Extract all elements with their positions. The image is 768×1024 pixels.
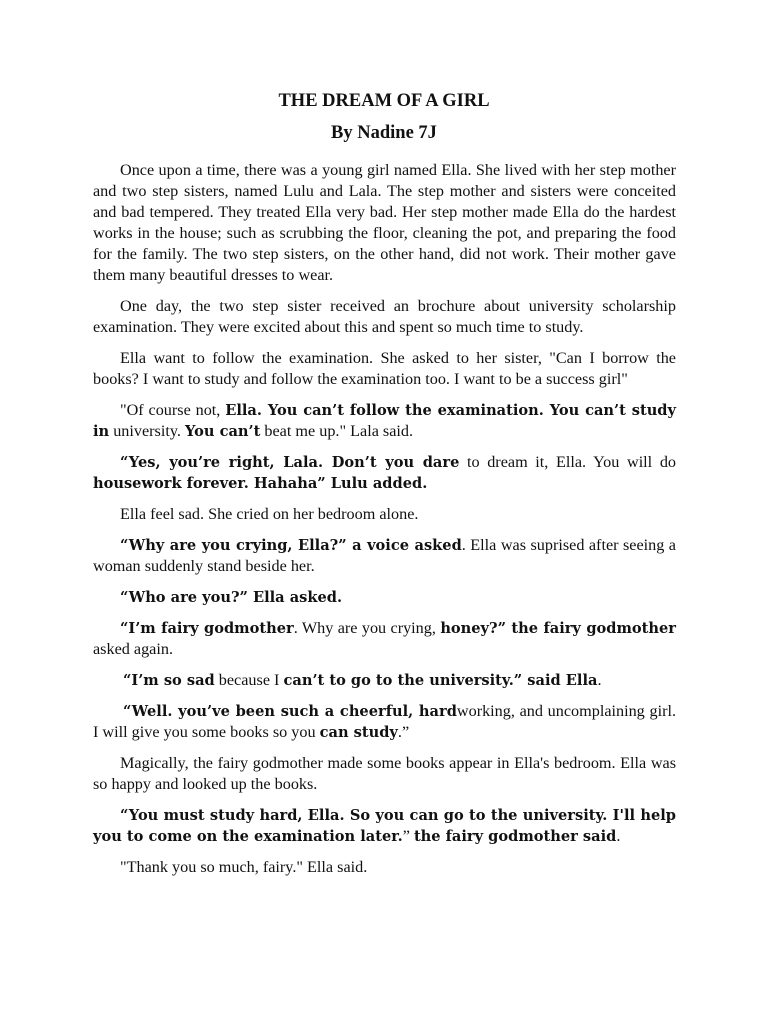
story-byline: By Nadine 7J bbox=[331, 123, 437, 143]
bold-text-run: “Who are you?” Ella asked. bbox=[120, 589, 343, 606]
bold-text-run: “Yes, you’re right, Lala. Don’t you dare bbox=[120, 454, 460, 471]
text-run: . bbox=[616, 827, 621, 845]
text-run: Magically, the fairy godmother made some books appear in Ella's bedroom. Ella was so happy and looked up the books. bbox=[93, 754, 676, 793]
story-paragraph bbox=[93, 753, 676, 795]
text-run: Ella feel sad. She cried on her bedroom alone. bbox=[120, 505, 419, 523]
bold-text-run: Ella. You can’t follow the examination. You can’t study in bbox=[93, 402, 676, 440]
bold-text-run: You can’t bbox=[185, 423, 261, 440]
text-run: beat me up." Lala said. bbox=[260, 422, 414, 440]
bold-text-run: can’t to go to the university.” said Ella bbox=[283, 672, 598, 689]
story-paragraph bbox=[93, 701, 676, 743]
bold-text-run: “Why are you crying, Ella?” a voice asked bbox=[120, 537, 462, 554]
story-paragraph bbox=[93, 618, 676, 660]
text-run: . Why are you crying, bbox=[293, 619, 441, 637]
text-run: Ella want to follow the examination. She asked to her sister, "Can I borrow the books? I want to study and follow the examination too. I want to be a success girl" bbox=[93, 349, 676, 388]
bold-text-run: honey?” the fairy godmother bbox=[440, 620, 676, 637]
story-body bbox=[93, 160, 676, 888]
story-paragraph bbox=[93, 805, 676, 847]
story-paragraph bbox=[93, 587, 676, 608]
text-run: asked again. bbox=[93, 640, 174, 658]
bold-text-run: can study bbox=[319, 724, 398, 741]
story-paragraph bbox=[93, 160, 676, 286]
text-run: One day, the two step sister received an brochure about university scholarship examination. They were excited about this and spent so much time to study. bbox=[93, 297, 676, 336]
bold-text-run: “Well. you’ve been such a cheerful, hard bbox=[123, 703, 457, 720]
bold-text-run: “You must study hard, Ella. So you can go to the university. I'll help you to come on the examination later. bbox=[93, 807, 676, 845]
text-run: working, and uncomplaining girl. I will give you some books so you bbox=[93, 702, 677, 741]
text-run: . Ella was suprised after seeing a woman suddenly stand beside her. bbox=[93, 536, 676, 575]
story-paragraph bbox=[93, 452, 676, 494]
bold-text-run: “I’m fairy godmother bbox=[120, 620, 294, 637]
text-run: ” bbox=[402, 827, 414, 845]
text-run: . bbox=[597, 671, 602, 689]
text-run: .” bbox=[397, 723, 410, 741]
text-run: "Of course not, bbox=[120, 401, 226, 419]
text-run: because I bbox=[214, 671, 284, 689]
text-run: "Thank you so much, fairy." Ella said. bbox=[120, 858, 368, 876]
text-run: university. bbox=[109, 422, 185, 440]
bold-text-run: housework forever. Hahaha” Lulu added. bbox=[93, 475, 428, 492]
bold-text-run: the fairy godmother said bbox=[413, 828, 617, 845]
story-paragraph bbox=[93, 400, 676, 442]
story-title: THE DREAM OF A GIRL bbox=[278, 91, 490, 111]
story-paragraph bbox=[93, 670, 676, 691]
story-paragraph bbox=[93, 348, 676, 390]
bold-text-run: “I’m so sad bbox=[123, 672, 215, 689]
text-run: Once upon a time, there was a young girl named Ella. She lived with her step mother and two step sisters, named Lulu and Lala. The step mother and sisters were conceited and bad tempered. They treated Ella very bad. Her step mother made Ella do the hardest works in the house; such as scrubbing the floor, cleaning the pot, and preparing the food for the family. The two step sisters, on the other hand, did not work. Their mother gave them many beautiful dresses to wear. bbox=[93, 161, 676, 284]
story-paragraph bbox=[93, 535, 676, 577]
story-paragraph bbox=[93, 857, 676, 878]
story-paragraph bbox=[93, 296, 676, 338]
text-run: to dream it, Ella. You will do bbox=[459, 453, 677, 471]
story-paragraph bbox=[93, 504, 676, 525]
